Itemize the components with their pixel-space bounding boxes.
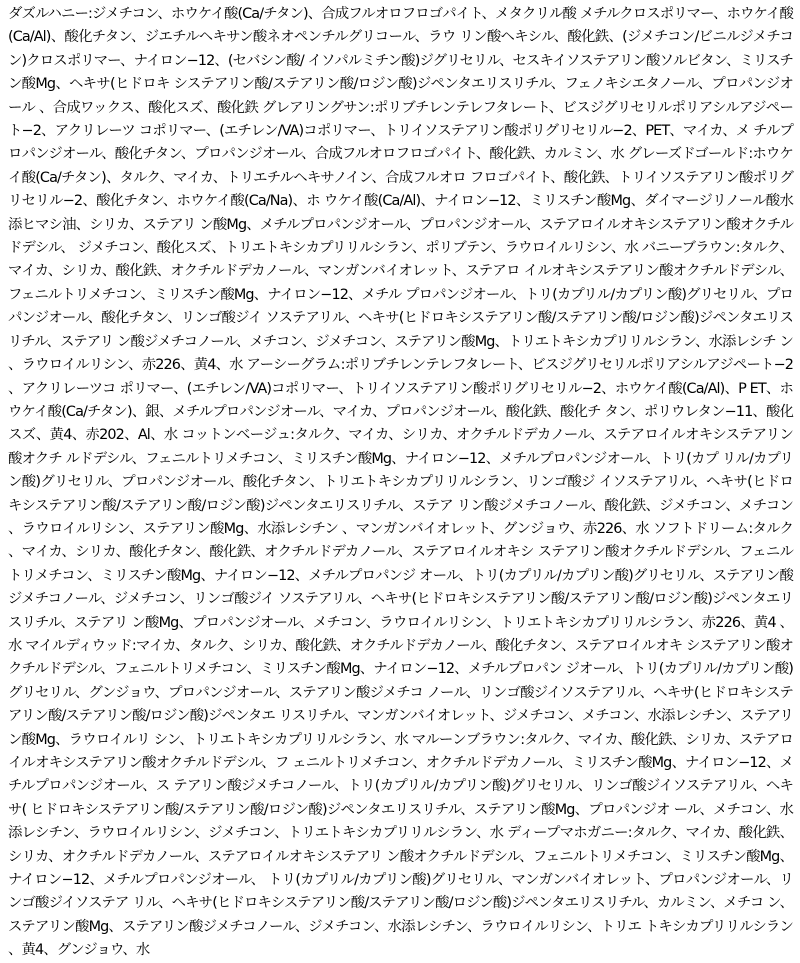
ingredients-list-text: ダズルハニー:ジメチコン、ホウケイ酸(Ca/チタン)、合成フルオロフロゴパイト、メタクリル酸 メチルクロスポリマー、ホウケイ酸(Ca/Al)、酸化チタン、ジエチルヘキサン酸ネオペンチルグリコール、ラウ リン酸ヘキシル、酸化鉄、(ジメチコン/ビニルジメチコン)クロスポリマー、ナイロン−12、(セバシン酸/ イソパルミチン酸)ジグリセリル、セスキイソステアリン酸ソルビタン、ミリスチン酸Mg、ヘキサ(ヒドロキ システアリン酸/ステアリン酸/ロジン酸)ジペンタエリスリチル、フェノキシエタノール、プロパンジオール 、合成ワックス、酸化スズ、酸化鉄 グレアリングサン:ポリブチレンテレフタレート、ビスジグリセリルポリアシルアジペート−2、アクリレーツ コポリマー、(エチレン/VA)コポリマー、トリイソステアリン酸ポリグリセリル−2、PET、マイカ、メ チルプロパンジオール、酸化チタン、プロパンジオール、合成フルオロフロゴパイト、酸化鉄、カルミン、水 グレーズドゴールド:ホウケイ酸(Ca/チタン)、タルク、マイカ、トリエチルヘキサノイン、合成フルオロ フロゴパイト、酸化鉄、トリイソステアリン酸ポリグリセリル−2、酸化チタン、ホウケイ酸(Ca/Na)、ホ ウケイ酸(Ca/Al)、ナイロン−12、ミリスチン酸Mg、ダイマージリノール酸水添ヒマシ油、シリカ、ステアリ ン酸Mg、メチルプロパンジオール、プロパンジオール、ステアロイルオキシステアリン酸オクチルドデシル、 ジメチコン、酸化スズ、トリエトキシカプリリルシラン、ポリブテン、ラウロイルリシン、水 バニーブラウン:タルク、マイカ、シリカ、酸化鉄、オクチルドデカノール、マンガンバイオレット、ステアロ イルオキシステアリン酸オクチルドデシル、フェニルトリメチコン、ミリスチン酸Mg、ナイロン−12、メチル プロパンジオール、トリ(カプリル/カプリン酸)グリセリル、プロパンジオール、酸化チタン、リンゴ酸ジイ ソステアリル、ヘキサ(ヒドロキシステアリン酸/ステアリン酸/ロジン酸)ジペンタエリスリチル、ステアリ ン酸ジメチコノール、メチコン、ジメチコン、ステアリン酸Mg、トリエトキシカプリリルシラン、水添レシチ ン、ラウロイルリシン、赤226、黄4、水 アーシーグラム:ポリブチレンテレフタレート、ビスジグリセリルポリアシルアジペート−2、アクリレーツコ ポリマー、(エチレン/VA)コポリマー、トリイソステアリン酸ポリグリセリル−2、ホウケイ酸(Ca/Al)、P ET、ホウケイ酸(Ca/チタン)、銀、メチルプロパンジオール、マイカ、プロパンジオール、酸化鉄、酸化チ タン、ポリウレタン−11、酸化スズ、黄4、赤202、Al、水 コットンベージュ:タルク、マイカ、シリカ、オクチルドデカノール、ステアロイルオキシステアリン酸オクチ ルドデシル、フェニルトリメチコン、ミリスチン酸Mg、ナイロン−12、メチルプロパンジオール、トリ(カプ リル/カプリン酸)グリセリル、プロパンジオール、酸化チタン、トリエトキシカプリリルシラン、リンゴ酸ジ イソステアリル、ヘキサ(ヒドロキシステアリン酸/ステアリン酸/ロジン酸)ジペンタエリスリチル、ステア リン酸ジメチコノール、酸化鉄、ジメチコン、メチコン、ラウロイルリシン、ステアリン酸Mg、水添レシチン 、マンガンバイオレット、グンジョウ、赤226、水 ソフトドリーム:タルク、マイカ、シリカ、酸化チタン、酸化鉄、オクチルドデカノール、ステアロイルオキシ ステアリン酸オクチルドデシル、フェニルトリメチコン、ミリスチン酸Mg、ナイロン−12、メチルプロパンジ オール、トリ(カプリル/カプリン酸)グリセリル、ステアリン酸ジメチコノール、ジメチコン、リンゴ酸ジイ ソステアリル、ヘキサ(ヒドロキシステアリン酸/ステアリン酸/ロジン酸)ジペンタエリスリチル、ステアリ ン酸Mg、プロパンジオール、メチコン、ラウロイルリシン、トリエトキシカプリリルシラン、赤226、黄4 、水 マイルディウッド:マイカ、タルク、シリカ、酸化鉄、オクチルドデカノール、酸化チタン、ステアロイルオキ システアリン酸オクチルドデシル、フェニルトリメチコン、ミリスチン酸Mg、ナイロン−12、メチルプロパン ジオール、トリ(カプリル/カプリン酸)グリセリル、グンジョウ、プロパンジオール、ステアリン酸ジメチコ ノール、リンゴ酸ジイソステアリル、ヘキサ(ヒドロキシステアリン酸/ステアリン酸/ロジン酸)ジペンタエ リスリチル、マンガンバイオレット、ジメチコン、メチコン、水添レシチン、ステアリン酸Mg、ラウロイルリ シン、トリエトキシカプリリルシラン、水 マルーンブラウン:タルク、マイカ、酸化鉄、シリカ、ステアロイルオキシステアリン酸オクチルドデシル、フ ェニルトリメチコン、オクチルドデカノール、ミリスチン酸Mg、ナイロン−12、メチルプロパンジオール、ス テアリン酸ジメチコノール、トリ(カプリル/カプリン酸)グリセリル、リンゴ酸ジイソステアリル、ヘキサ( ヒドロキシステアリン酸/ステアリン酸/ロジン酸)ジペンタエリスリチル、ステアリン酸Mg、プロパンジオ ール、メチコン、水添レシチン、ラウロイルリシン、ジメチコン、トリエトキシカプリリルシラン、水 ディープマホガニー:タルク、マイカ、酸化鉄、シリカ、オクチルドデカノール、ステアロイルオキシステアリ ン酸オクチルドデシル、フェニルトリメチコン、ミリスチン酸Mg、ナイロン−12、メチルプロパンジオール、 トリ(カプリル/カプリン酸)グリセリル、マンガンバイオレット、プロパンジオール、リンゴ酸ジイソステア リル、ヘキサ(ヒドロキシステアリン酸/ステアリン酸/ロジン酸)ジペンタエリスリチル、カルミン、メチコ ン、ステアリン酸Mg、ステアリン酸ジメチコノール、ジメチコン、水添レシチン、ラウロイルリシン、トリエ トキシカプリリルシラン、黄4、グンジョウ、水 — [8, 6, 793, 959]
